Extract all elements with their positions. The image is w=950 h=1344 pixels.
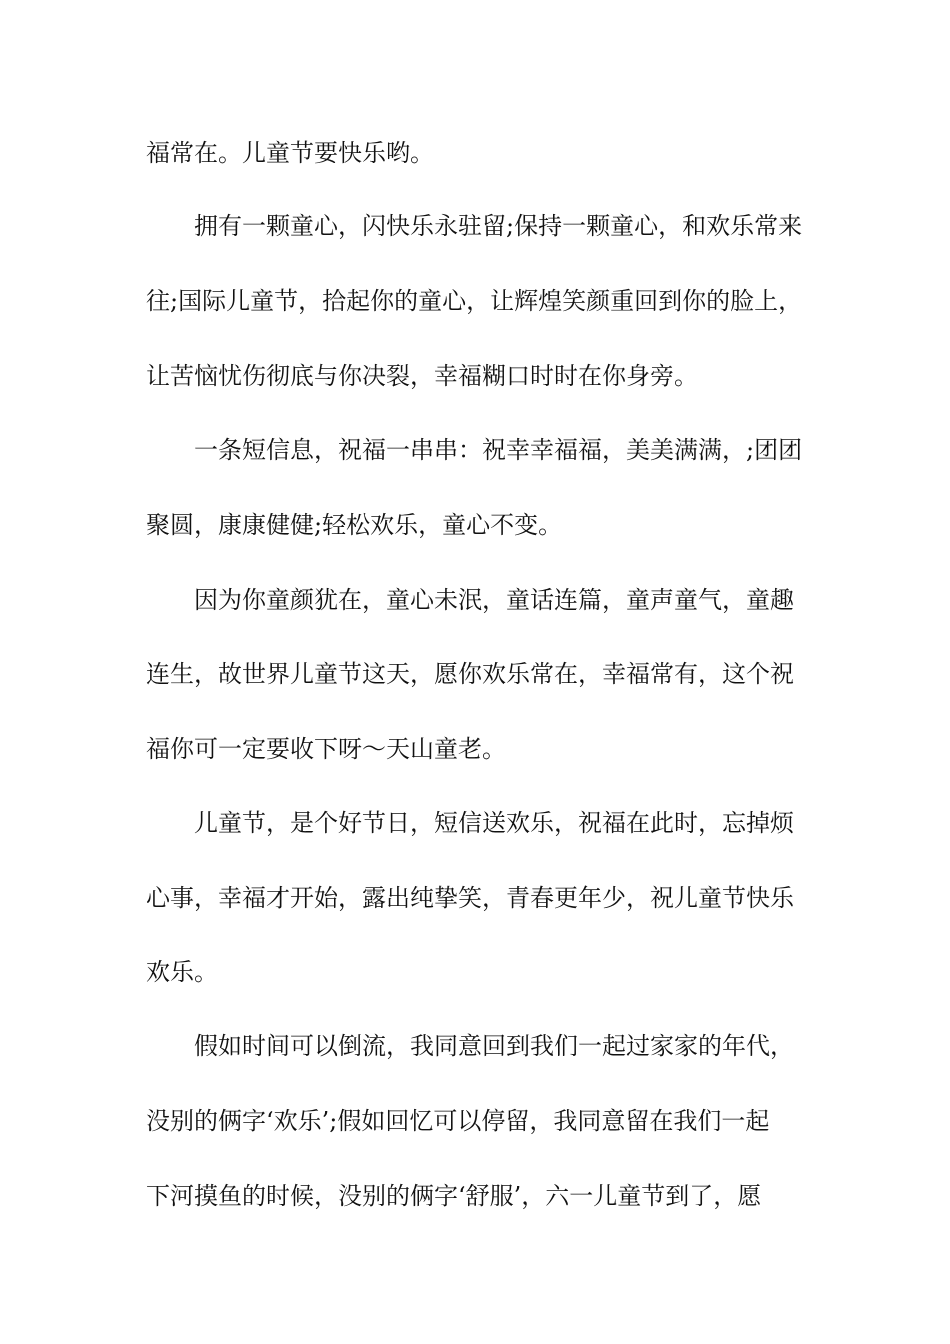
text-line: 让苦恼忧伤彻底与你决裂，幸福糊口时时在你身旁。 [146, 362, 698, 390]
paragraph-first-line: 因为你童颜犹在，童心未泯，童话连篇，童声童气，童趣 [194, 586, 794, 614]
paragraph-first-line: 儿童节，是个好节日，短信送欢乐，祝福在此时，忘掉烦 [194, 809, 794, 837]
text-line: 下河摸鱼的时候，没别的俩字‘舒服’，六一儿童节到了，愿 [146, 1182, 762, 1210]
paragraph-first-line: 拥有一颗童心，闪快乐永驻留;保持一颗童心，和欢乐常来 [194, 212, 803, 240]
text-line: 心事，幸福才开始，露出纯挚笑，青春更年少，祝儿童节快乐 [146, 884, 794, 912]
paragraph-first-line: 假如时间可以倒流，我同意回到我们一起过家家的年代， [194, 1032, 794, 1060]
text-line: 连生，故世界儿童节这天，愿你欢乐常在，幸福常有，这个祝 [146, 660, 794, 688]
text-line: 欢乐。 [146, 958, 218, 986]
paragraph-first-line: 一条短信息，祝福一串串：祝幸幸福福，美美满满，;团团 [194, 436, 803, 464]
text-line: 聚圆，康康健健;轻松欢乐，童心不变。 [146, 511, 563, 539]
text-line: 没别的俩字‘欢乐’;假如回忆可以停留，我同意留在我们一起 [146, 1107, 770, 1135]
text-line: 福你可一定要收下呀～天山童老。 [146, 735, 506, 763]
text-line: 往;国际儿童节，拾起你的童心，让辉煌笑颜重回到你的脸上， [146, 287, 803, 315]
text-line: 福常在。儿童节要快乐哟。 [146, 139, 434, 167]
